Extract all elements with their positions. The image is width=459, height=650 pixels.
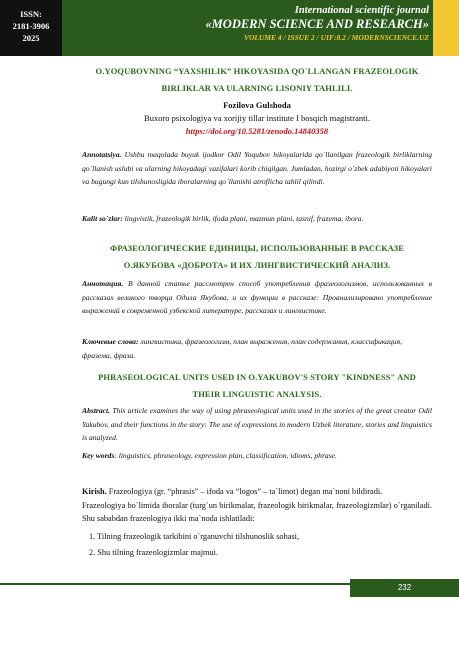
page-number: 232 [397,583,412,592]
abstract-en-text: This article examines the way of using phraseological units used in the stories of the great creator Odil Yakubov, and their functions in the story: The use of expressions in modern Uzbek literature, stories and linguistics is analyzed. [82,406,432,442]
abstract-ru-label: Аннотация. [82,279,124,288]
list-item-2: 2. Shu tilning frazeologizmlar majmui. [89,548,219,557]
author-block [82,99,432,138]
journal-name: «MODERN SCIENCE AND RESEARCH» [205,17,429,31]
page-number-box [350,579,459,597]
title-ru-line2: О.ЯКУБОВА «ДОБРОТА» И ИХ ЛИНГВИСТИЧЕСКИЙ АНАЛИЗ. [123,260,391,270]
title-ru-line1: ФРАЗЕОЛОГИЧЕСКИЕ ЕДИНИЦЫ, ИСПОЛЬЗОВАННЫЕ В РАССКАЗЕ [110,243,404,253]
footer-line [0,583,350,585]
abstract-uz-text: Ushbu maqolada buyuk ijodkor Odil Yoqubov hikoyalarida qo`llanilgan frazeologik birliklarning qo`llanish uslubi va ularning hikoyadagi vazifalari korib chiqilgan. Jumladan, hozirgi o`zbek adabiyoti hikoyalari va bugungi kun tilshunosligida iboralarning qo`llanishi atroflicha tahlil qilindi. [82,150,432,186]
keywords-ru [82,335,432,362]
abstract-ru [82,277,432,318]
title-uz [82,63,432,97]
author-affiliation: Buxoro psixologiya va xorijiy tillar institute I bosqich magistranti. [144,113,370,123]
journal-banner [62,0,459,56]
body-paragraph-2: Frazeologiya bo`limida iboralar (turg`un birikmalar, frazeologik birikmalar, frazeologizmlar) o`rganiladi. Shu sababdan frazeologiya ikki ma`noda ishlatiladi: [82,501,432,523]
author-name: Fozilova Gulshoda [223,100,291,110]
keywords-ru-label: Ключевые слова: [82,337,139,346]
abstract-en-label: Abstract. [82,406,111,415]
title-en [82,369,432,403]
title-en-line1: PHRASEOLOGICAL UNITS USED IN O.YAKUBOV'S STORY "KINDNESS" AND [98,372,416,382]
keywords-ru-text: лингвистика, фразеологизм, план выражения, план содержания, классификация, фразема, фраза. [82,337,402,360]
abstract-en [82,404,432,445]
abstract-uz [82,148,432,189]
keywords-en-text: : linguistics, phraseology, expression plan, classification, idioms, phrase. [114,451,337,460]
abstract-ru-text: В данной статье рассмотрен способ употребления фразеологизмов, использованных в рассказах великого творца Одила Якубова, и их функции в рассказе: Проанализировано употребление выражений в современной узбекской литературе, рассказах и лингвистике. [82,279,432,315]
keywords-en [82,449,432,463]
journal-volume: VOLUME 4 / ISSUE 2 / UIF:8.2 / MODERNSCIENCE.UZ [243,33,429,42]
intro-label: Kirish. [82,487,107,496]
issn-label: ISSN: [20,9,42,19]
title-ru [82,240,432,274]
intro-text: Frazeologiya (gr. “phrasis” – ifoda va “logos” – ta`limot) degan ma`noni bildiradi. [106,487,383,496]
keywords-uz [82,212,432,226]
banner-corner-stripe [433,0,459,56]
keywords-en-label: Key words [82,451,115,460]
intro-paragraph [82,485,432,498]
keywords-uz-text: lingvistik, frazeologik birlik, ifoda plani, mazmun plani, tasnif, frazema, ibora. [122,214,364,223]
title-uz-line1: O.YOQUBOVNING “YAXSHILIK” HIKOYASIDA QO`LLANGAN FRAZEOLOGIK [95,66,419,76]
journal-type: International scientific journal [294,5,429,16]
issn-number: 2181-3906 [12,21,50,31]
list-item-1: 1. Tilning frazeologik tarkibini o`rganuvchi tilshunoslik sohasi, [89,532,300,541]
abstract-uz-label: Annotatsiya. [82,150,122,159]
title-en-line2: THEIR LINGUISTIC ANALYSIS. [192,389,322,399]
issn-year: 2025 [22,33,40,43]
keywords-uz-label: Kalit so`zlar: [82,214,123,223]
doi-link[interactable]: https://doi.org/10.5281/zenodo.14840358 [185,126,329,136]
title-uz-line2: BIRLIKLAR VA ULARNING LISONIY TAHLILI. [161,83,353,93]
issn-box [0,0,62,56]
